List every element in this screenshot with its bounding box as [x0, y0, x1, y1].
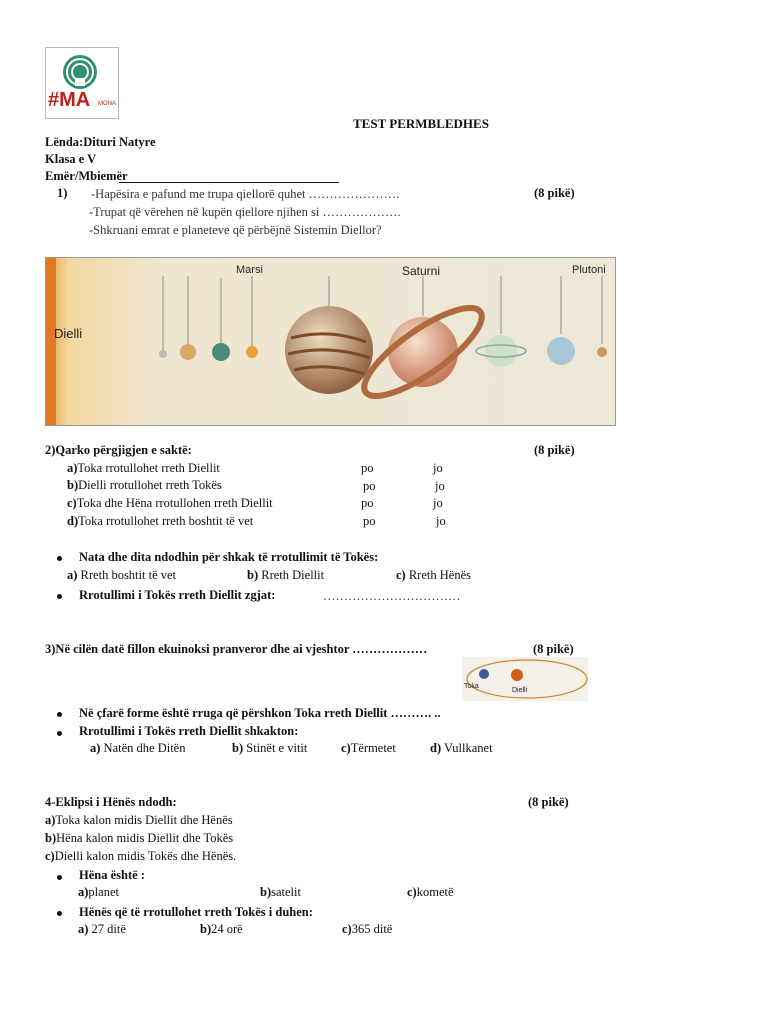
subject-label: Lënda:Dituri Natyre: [45, 135, 156, 149]
logo-caption: MONA: [98, 101, 116, 107]
name-underline[interactable]: [119, 182, 339, 183]
q3-bullet-2-opt-a[interactable]: a) Natën dhe Ditën: [90, 741, 186, 755]
bullet-dot: [57, 731, 62, 736]
q4-bullet-1-opt-c[interactable]: c)kometë: [407, 885, 454, 899]
q4-item-b[interactable]: b)Hëna kalon midis Diellit dhe Tokës: [45, 831, 234, 845]
q2-item-b-no[interactable]: jo: [435, 479, 445, 493]
label-pluto: Plutoni: [572, 264, 606, 276]
q2-item-b: b)Dielli rrotullohet rreth Tokës: [67, 478, 222, 492]
q2-item-a-no[interactable]: jo: [433, 461, 443, 475]
q2-item-d-no[interactable]: jo: [436, 514, 446, 528]
bullet-dot: [57, 594, 62, 599]
bullet-dot: [57, 911, 62, 916]
q2-bullet-1-opt-b[interactable]: b) Rreth Diellit: [247, 568, 325, 582]
q2-bullet-1-opt-c[interactable]: c) Rreth Hënës: [396, 568, 471, 582]
q2-item-a-yes[interactable]: po: [361, 461, 374, 475]
q2-points: (8 pikë): [534, 443, 575, 457]
q1-number: 1): [57, 186, 68, 200]
q2-item-d-yes[interactable]: po: [363, 514, 376, 528]
q4-bullet-2-opt-a[interactable]: a) 27 ditë: [78, 922, 126, 936]
q3-bullet-2: Rrotullimi i Tokës rreth Diellit shkakton:: [79, 724, 299, 738]
q4-bullet-2-opt-c[interactable]: c)365 ditë: [342, 922, 393, 936]
q3-bullet-2-opt-c[interactable]: c)Tërmetet: [341, 741, 396, 755]
q3-bullet-1: Në çfarë forme është rruga që përshkon Toka rreth Diellit ………. ..: [79, 706, 441, 720]
q3-bullet-2-opt-b[interactable]: b) Stinët e vitit: [232, 741, 308, 755]
q4-item-c[interactable]: c)Dielli kalon midis Tokës dhe Hënës.: [45, 849, 237, 863]
q4-bullet-1-opt-b[interactable]: b)satelit: [260, 885, 301, 899]
logo-text: #MA: [48, 89, 91, 111]
q2-bullet-2-blank[interactable]: ……………………………: [323, 589, 461, 603]
label-earth: Toka: [464, 683, 479, 690]
q2-item-b-yes[interactable]: po: [363, 479, 376, 493]
q1-points: (8 pikë): [534, 186, 575, 200]
label-sun: Dielli: [54, 326, 83, 341]
q4-item-a[interactable]: a)Toka kalon midis Diellit dhe Hënës: [45, 813, 233, 827]
q1-line-3: -Shkruani emrat e planeteve që përbëjnë Sistemin Diellor?: [89, 223, 382, 237]
q4-bullet-2-opt-b[interactable]: b)24 orë: [200, 922, 243, 936]
q4-points: (8 pikë): [528, 795, 569, 809]
q2-item-c-yes[interactable]: po: [361, 496, 374, 510]
q4-bullet-2: Hënës që të rrotullohet rreth Tokës i duhen:: [79, 905, 313, 919]
bullet-dot: [57, 712, 62, 717]
bullet-dot: [57, 556, 62, 561]
q2-bullet-2: Rrotullimi i Tokës rreth Diellit zgjat:: [79, 588, 276, 602]
q4-bullet-1-opt-a[interactable]: a)planet: [78, 885, 119, 899]
school-logo: [45, 47, 119, 119]
q2-item-a: a)Toka rrotullohet rreth Diellit: [67, 461, 220, 475]
solar-system-image: [45, 257, 616, 426]
q4-bullet-1: Hëna është :: [79, 868, 145, 882]
q2-item-c-no[interactable]: jo: [433, 496, 443, 510]
q2-bullet-1: Nata dhe dita ndodhin për shkak të rrotullimit të Tokës:: [79, 550, 379, 564]
earth-orbit-image: [462, 657, 588, 701]
q3-points: (8 pikë): [533, 642, 574, 656]
name-label: Emër/Mbiemër: [45, 169, 128, 183]
bullet-dot: [57, 875, 62, 880]
q3-bullet-2-opt-d[interactable]: d) Vullkanet: [430, 741, 493, 755]
class-label: Klasa e V: [45, 152, 97, 166]
q4-title: 4-Eklipsi i Hënës ndodh:: [45, 795, 177, 809]
q2-item-d: d)Toka rrotullohet rreth boshtit të vet: [67, 514, 254, 528]
label-sun-small: Dielli: [512, 687, 528, 694]
q1-line-2: -Trupat që vërehen në kupën qiellore njihen si ……………….: [89, 205, 401, 219]
q2-item-c: c)Toka dhe Hëna rrotullohen rreth Diellit: [67, 496, 273, 510]
page-title: TEST PERMBLEDHES: [353, 116, 489, 131]
label-saturn: Saturni: [402, 264, 441, 278]
q1-line-1: -Hapësira e pafund me trupa qiellorë quhet ………………….: [91, 187, 400, 201]
label-mars: Marsi: [236, 264, 263, 276]
q2-bullet-1-opt-a[interactable]: a) Rreth boshtit të vet: [67, 568, 177, 582]
q2-title: 2)Qarko përgjigjen e saktë:: [45, 443, 192, 457]
q3-title: 3)Në cilën datë fillon ekuinoksi pranveror dhe ai vjeshtor ………………: [45, 642, 428, 656]
